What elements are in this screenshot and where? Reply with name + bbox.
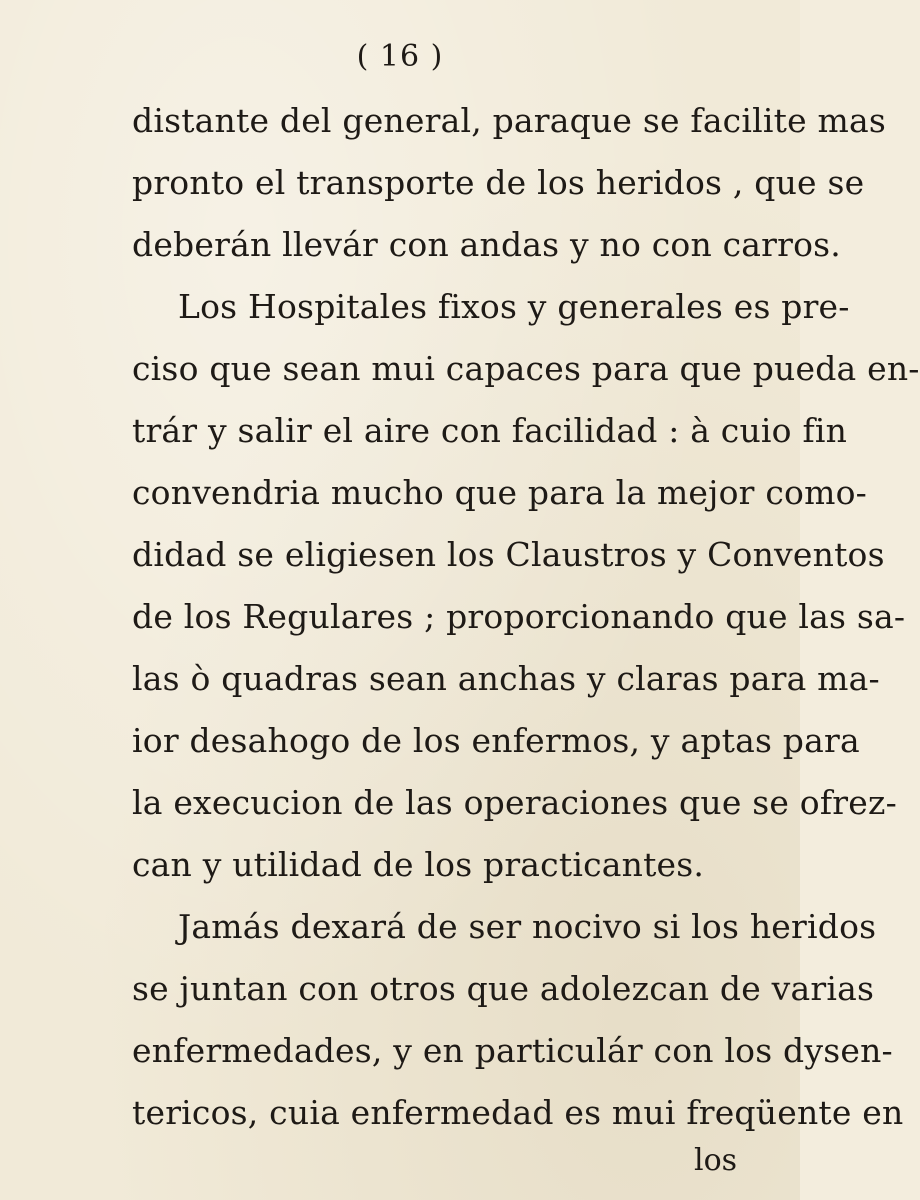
catchword: los xyxy=(694,1143,738,1178)
text-line-11: ior desahogo de los enfermos, y aptas para xyxy=(132,721,860,760)
text-line-14: Jamás dexará de ser nocivo si los heridos xyxy=(178,907,877,946)
text-line-17: tericos, cuia enfermedad es mui freqüente en xyxy=(132,1093,904,1132)
text-line-9: de los Regulares ; proporcionando que las sa- xyxy=(132,597,906,636)
text-line-10: las ò quadras sean anchas y claras para ma- xyxy=(132,659,880,698)
page-number: ( 16 ) xyxy=(356,39,444,74)
text-line-16: enfermedades, y en particulár con los dysen- xyxy=(132,1031,893,1070)
text-line-3: deberán llevár con andas y no con carros. xyxy=(132,225,841,264)
text-line-13: can y utilidad de los practicantes. xyxy=(132,845,705,884)
text-line-1: distante del general, paraque se facilite mas xyxy=(132,101,887,140)
text-line-7: convendria mucho que para la mejor como- xyxy=(132,473,867,512)
text-line-4: Los Hospitales fixos y generales es pre- xyxy=(178,287,850,326)
text-line-6: trár y salir el aire con facilidad : à cuio fin xyxy=(132,411,848,450)
body-text xyxy=(132,90,920,1144)
text-line-5: ciso que sean mui capaces para que pueda en- xyxy=(132,349,920,388)
text-line-12: la execucion de las operaciones que se ofrez- xyxy=(132,783,897,822)
text-line-2: pronto el transporte de los heridos , que se xyxy=(132,163,865,202)
text-line-8: didad se eligiesen los Claustros y Conventos xyxy=(132,535,885,574)
text-line-15: se juntan con otros que adolezcan de varias xyxy=(132,969,875,1008)
